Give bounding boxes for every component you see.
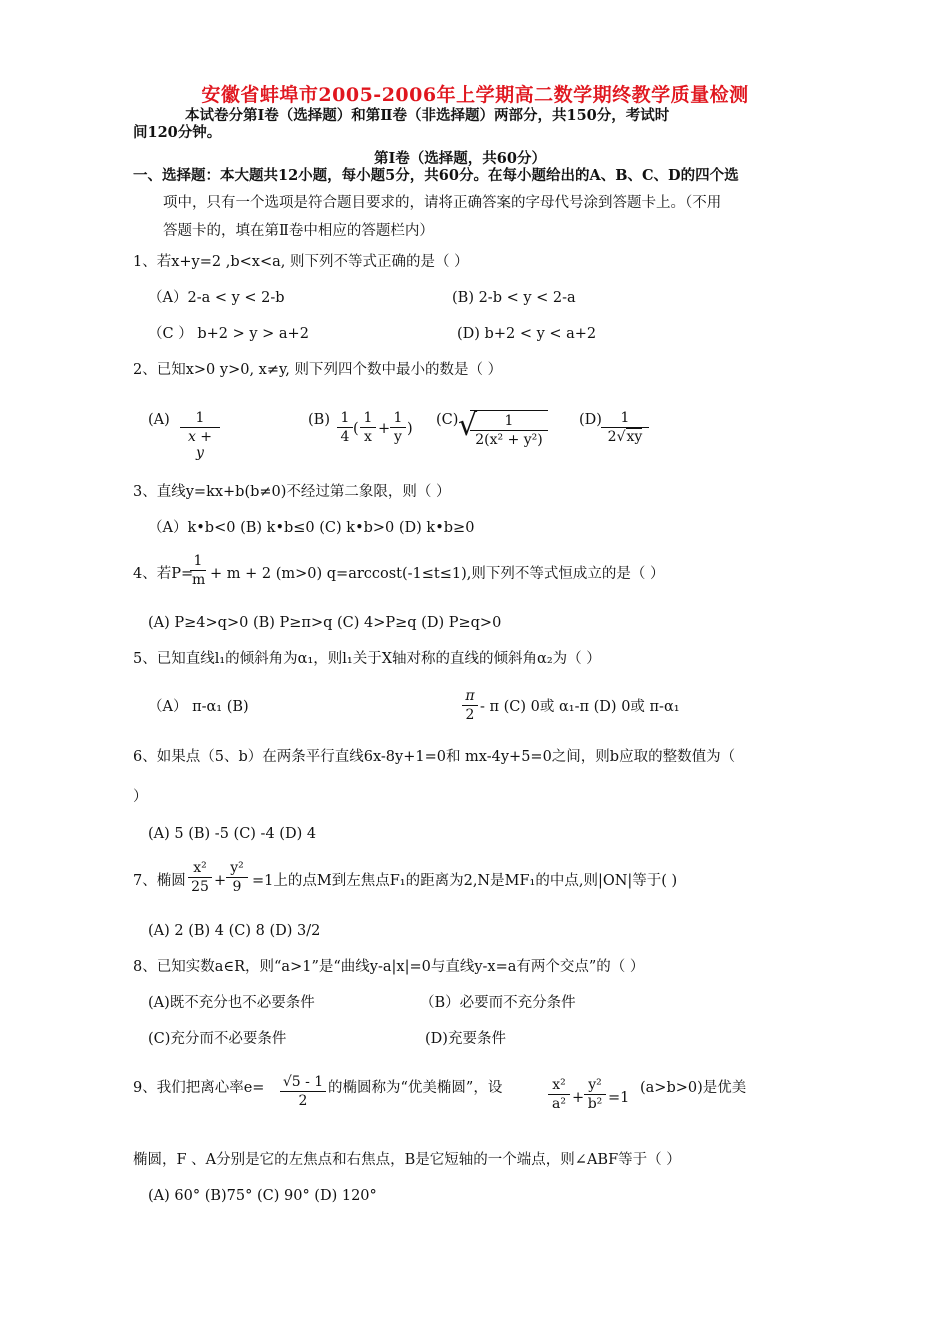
q4-stem-pre: 4、若P= (133, 566, 194, 582)
intro-line-2: 间120分钟。 (133, 124, 222, 141)
fraction-bar (280, 1091, 326, 1092)
exam-title: 安徽省蚌埠市2005-2006年上学期高二数学期终教学质量检测 (201, 84, 749, 106)
fraction-bar (180, 427, 220, 428)
q4-fraction-den: m (192, 572, 206, 588)
q9-e-fraction (280, 1074, 326, 1109)
q5-stem: 5、已知直线l₁的倾斜角为α₁，则l₁关于X轴对称的直线的倾斜角α₂为（ ） (133, 651, 601, 667)
fraction-bar (190, 570, 206, 571)
q8-option-c: (C)充分而不必要条件 (148, 1031, 287, 1047)
q2-c-radical-sign: √ (458, 408, 478, 443)
section1-line-2: 项中，只有一个选项是符合题目要求的，请将正确答案的字母代号涂到答题卡上。（不用 (163, 195, 722, 211)
q9-f1-num: x² (552, 1077, 566, 1093)
fraction-bar (337, 427, 353, 428)
q2-d-fraction (601, 410, 649, 445)
q8-option-d: (D)充要条件 (425, 1031, 506, 1047)
q2-b-label: (B) (308, 412, 330, 428)
q4-fraction-num: 1 (193, 553, 203, 569)
q2-d-den-coef: 2 (607, 429, 617, 445)
q7-fraction-2 (226, 860, 248, 895)
q1-option-c: （C ） b+2 > y > a+2 (148, 326, 309, 342)
q1-option-d: (D) b+2 < y < a+2 (457, 326, 597, 342)
q2-b-plus: + (378, 421, 391, 437)
q2-b-term1-den: x (364, 429, 372, 445)
fraction-bar (226, 877, 248, 878)
intro-line-1: 本试卷分第Ⅰ卷（选择题）和第Ⅱ卷（非选择题）两部分，共150分，考试时 (185, 107, 670, 124)
q2-stem: 2、已知x>0 y>0, x≠y, 则下列四个数中最小的数是（ ） (133, 362, 503, 378)
q2-b-coef-den: 4 (340, 429, 350, 445)
q2-b-term2 (390, 410, 406, 445)
q2-b-term2-num: 1 (393, 410, 403, 426)
q5-b-fraction-num: π (465, 688, 475, 704)
q4-fraction (190, 553, 206, 588)
section1-line-3: 答题卡的，填在第Ⅱ卷中相应的答题栏内） (163, 223, 434, 239)
fraction-bar (390, 427, 406, 428)
q2-d-den-radicand: xy (626, 429, 643, 445)
q8-option-b: （B）必要而不充分条件 (420, 995, 576, 1011)
q2-b-term1-num: 1 (363, 410, 373, 426)
fraction-bar (470, 430, 548, 431)
q5-b-fraction-den: 2 (465, 707, 475, 723)
q8-option-a: (A)既不充分也不必要条件 (148, 995, 315, 1011)
q2-d-numerator: 1 (620, 410, 630, 426)
q2-b-term2-den: y (394, 429, 402, 445)
q4-stem-post: + m + 2 (m>0) q=arccost(-1≤t≤1),则下列不等式恒成立的是（ ） (210, 566, 665, 582)
q5-option-a: （A） π-α₁ (B) (148, 699, 249, 715)
q7-f2-den: 9 (232, 879, 242, 895)
q3-stem: 3、直线y=kx+b(b≠0)不经过第二象限，则（ ） (133, 484, 451, 500)
q2-b-close: ) (407, 421, 413, 437)
q7-f1-num: x² (193, 860, 207, 876)
q2-a-denominator: x + y (187, 429, 213, 461)
q2-b-open: ( (353, 421, 359, 437)
fraction-bar (548, 1094, 570, 1095)
q2-a-numerator: 1 (195, 410, 205, 426)
q9-f2-den: b² (587, 1096, 603, 1112)
q9-f1-den: a² (552, 1096, 566, 1112)
q9-fraction-1 (548, 1077, 570, 1112)
q5-b-fraction (462, 688, 478, 723)
q7-f2-num: y² (230, 860, 244, 876)
q2-c-denominator: 2(x² + y²) (475, 432, 543, 448)
q2-d-label: (D) (579, 412, 602, 428)
q2-c-numerator: 1 (504, 413, 514, 429)
q9-eq: =1 (608, 1090, 630, 1106)
q9-e-num: √5 - 1 (282, 1074, 324, 1090)
q3-options: （A）k•b<0 (B) k•b≤0 (C) k•b>0 (D) k•b≥0 (148, 520, 475, 536)
q9-pre: 9、我们把离心率e= (133, 1080, 265, 1096)
q6-stem-end: ） (133, 789, 148, 805)
q7-pre: 7、椭圆 (133, 873, 186, 889)
q9-post: (a>b>0)是优美 (640, 1080, 747, 1096)
q7-post: =1上的点M到左焦点F₁的距离为2,N是MF₁的中点,则|ON|等于( ) (252, 873, 678, 889)
q2-c-fraction (470, 410, 548, 448)
q2-b-coef-num: 1 (340, 410, 350, 426)
fraction-bar (188, 877, 212, 878)
q9-e-den: 2 (298, 1093, 308, 1109)
fraction-bar (360, 427, 376, 428)
part1-heading: 第Ⅰ卷（选择题，共60分） (374, 150, 546, 167)
q4-options: (A) P≥4>q>0 (B) P≥π>q (C) 4>P≥q (D) P≥q>0 (148, 615, 502, 631)
q6-options: (A) 5 (B) -5 (C) -4 (D) 4 (148, 826, 317, 842)
q9-options: (A) 60° (B)75° (C) 90° (D) 120° (148, 1188, 377, 1204)
q1-option-a: （A）2-a < y < 2-b (148, 290, 285, 306)
fraction-bar (584, 1094, 606, 1095)
q9-f2-num: y² (588, 1077, 602, 1093)
q2-b-coef (337, 410, 353, 445)
q6-stem: 6、如果点（5、b）在两条平行直线6x-8y+1=0和 mx-4y+5=0之间，则b应取的整数值为（ (133, 749, 736, 765)
q1-option-b: (B) 2-b < y < 2-a (452, 290, 576, 306)
q7-options: (A) 2 (B) 4 (C) 8 (D) 3/2 (148, 923, 321, 939)
q9-fraction-2 (584, 1077, 606, 1112)
q7-plus: + (214, 873, 227, 889)
q9-plus: + (572, 1090, 585, 1106)
q7-f1-den: 25 (191, 879, 209, 895)
q7-fraction-1 (188, 860, 212, 895)
q2-c-label: (C) (436, 412, 459, 428)
q9-mid: 的椭圆称为“优美椭圆”，设 (328, 1080, 503, 1096)
q9-line-2: 椭圆，F 、A分别是它的左焦点和右焦点，B是它短轴的一个端点，则∠ABF等于（ ） (133, 1152, 681, 1168)
q2-a-fraction (180, 410, 220, 461)
q2-b-term1 (360, 410, 376, 445)
q5-options-rest: - π (C) 0或 α₁-π (D) 0或 π-α₁ (480, 699, 680, 715)
q2-a-label: (A) (148, 412, 170, 428)
fraction-bar (462, 705, 478, 706)
q8-stem: 8、已知实数a∈R，则“a>1”是“曲线y-a|x|=0与直线y-x=a有两个交点”的（ ） (133, 959, 645, 975)
q1-stem: 1、若x+y=2 ,b<x<a, 则下列不等式正确的是（ ） (133, 254, 469, 270)
section1-line-1: 一、选择题：本大题共12小题，每小题5分，共60分。在每小题给出的A、B、C、D的四个选 (133, 167, 739, 184)
q2-d-denominator: 2√xy (607, 429, 643, 445)
